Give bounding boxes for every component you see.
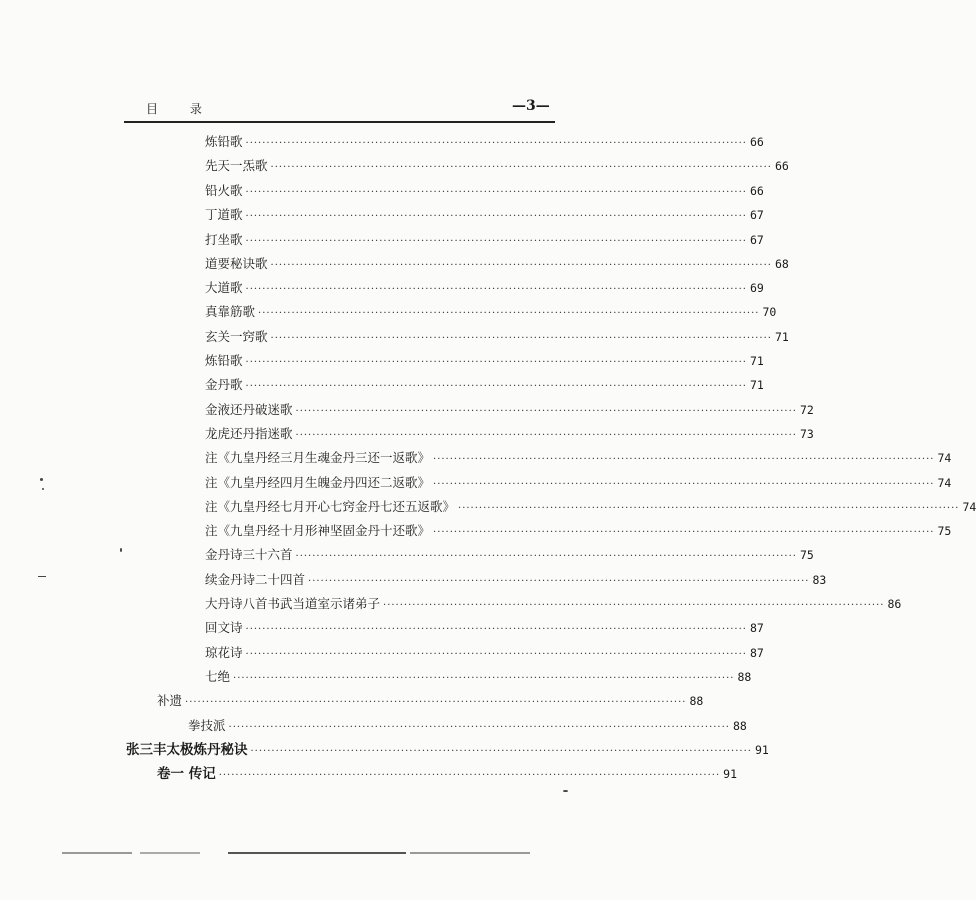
toc-entry-page-number: 75: [799, 548, 814, 562]
toc-entry: [205, 277, 764, 299]
toc-entry-title: 龙虎还丹指迷歌: [205, 426, 293, 441]
toc-entry-title: 补遗: [157, 693, 183, 708]
toc-entry-title: 续金丹诗二十四首: [205, 572, 306, 587]
dot-leader: ························································································································: [245, 381, 747, 392]
dot-leader: ························································································································: [270, 260, 772, 271]
dot-leader: ························································································································: [383, 600, 885, 611]
toc-entry: [205, 447, 952, 469]
toc-entry: [205, 520, 952, 542]
toc-entry-title: 琼花诗: [205, 645, 243, 660]
toc-entry-title: 炼铅歌: [205, 353, 243, 368]
toc-entry-page-number: 70: [762, 305, 777, 319]
dot-leader: ························································································································: [295, 551, 797, 562]
toc-entry-title: 铅火歌: [205, 183, 243, 198]
toc-entry-title: 金丹诗三十六首: [205, 547, 293, 562]
toc-entry-title: 真靠筋歌: [205, 304, 256, 319]
toc-entry: [157, 690, 704, 712]
toc-entry-title: 注《九皇丹经三月生魂金丹三还一返歌》: [205, 450, 431, 465]
toc-entry-title: 先天一炁歌: [205, 158, 268, 173]
scan-speck: [42, 488, 44, 490]
toc-entry-page-number: 66: [749, 184, 764, 198]
toc-entry: [205, 642, 764, 664]
toc-entry-page-number: 87: [749, 621, 764, 635]
toc-entry-title: 打坐歌: [205, 232, 243, 247]
toc-entry: [205, 569, 827, 591]
dot-leader: ························································································································: [458, 503, 960, 514]
scan-bottom-edge: [228, 852, 406, 854]
running-header-page-number: —3—: [512, 98, 550, 114]
toc-entry-page-number: 91: [723, 767, 738, 781]
dot-leader: ························································································································: [433, 454, 935, 465]
toc-entry-title: 张三丰太极炼丹秘诀: [126, 742, 248, 758]
dot-leader: ························································································································: [218, 770, 721, 781]
toc-entry: [205, 326, 789, 348]
toc-entry-title: 金丹歌: [205, 377, 243, 392]
toc-entry-page-number: 74: [962, 500, 976, 514]
toc-entry: [205, 204, 764, 226]
scan-speck: [563, 790, 568, 792]
toc-entry: [205, 253, 789, 275]
toc-entry-page-number: 87: [749, 646, 764, 660]
toc-entry-title: 注《九皇丹经四月生魄金丹四还二返歌》: [205, 475, 431, 490]
toc-entry: [205, 180, 764, 202]
toc-entry-page-number: 86: [887, 597, 902, 611]
toc-entry-title: 七绝: [205, 669, 231, 684]
toc-entry-page-number: 88: [732, 719, 747, 733]
dot-leader: ························································································································: [433, 479, 935, 490]
toc-entry: [205, 593, 902, 615]
toc-entry-page-number: 68: [774, 257, 789, 271]
toc-entry: [205, 423, 814, 445]
toc-entry: [205, 496, 976, 518]
toc-entry: [205, 229, 764, 251]
toc-entry: [205, 472, 952, 494]
toc-entry-title: 注《九皇丹经七月开心七窍金丹七还五返歌》: [205, 499, 456, 514]
toc-entry-page-number: 67: [749, 208, 764, 222]
dot-leader: ························································································································: [245, 236, 747, 247]
dot-leader: ························································································································: [433, 527, 935, 538]
dot-leader: ························································································································: [270, 162, 772, 173]
toc-entry-title: 玄关一窍歌: [205, 329, 268, 344]
running-header-title: 目 录: [146, 102, 216, 116]
toc-entry: [157, 763, 738, 785]
scan-speck: [120, 548, 122, 552]
toc-entry-page-number: 83: [812, 573, 827, 587]
toc-entry: [205, 617, 764, 639]
header-rule: [124, 121, 555, 123]
dot-leader: ························································································································: [295, 430, 797, 441]
dot-leader: ························································································································: [295, 406, 797, 417]
toc-entry-page-number: 66: [774, 159, 789, 173]
scan-speck: [40, 478, 43, 481]
toc-entry-page-number: 71: [749, 354, 764, 368]
scan-speck: [38, 576, 46, 577]
toc-entry-page-number: 88: [689, 694, 704, 708]
dot-leader: ························································································································: [245, 138, 747, 149]
toc-entry-title: 大道歌: [205, 280, 243, 295]
dot-leader: ························································································································: [233, 673, 735, 684]
toc-entry-title: 拳技派: [188, 718, 226, 733]
toc-entry: [205, 350, 764, 372]
toc-entry-title: 注《九皇丹经十月形神坚固金丹十还歌》: [205, 523, 431, 538]
toc-entry: [205, 666, 752, 688]
toc-entry: [126, 739, 769, 761]
toc-entry: [205, 301, 777, 323]
toc-entry: [205, 399, 814, 421]
toc-entry-page-number: 67: [749, 233, 764, 247]
toc-entry-page-number: 66: [749, 135, 764, 149]
scan-bottom-edge: [410, 852, 530, 854]
dot-leader: ························································································································: [185, 697, 687, 708]
dot-leader: ························································································································: [228, 722, 730, 733]
toc-entry-page-number: 88: [737, 670, 752, 684]
toc-entry-title: 道要秘诀歌: [205, 256, 268, 271]
toc-entry-title: 回文诗: [205, 620, 243, 635]
toc-entry-page-number: 72: [799, 403, 814, 417]
toc-entry: [205, 131, 764, 153]
toc-entry-title: 炼铅歌: [205, 134, 243, 149]
toc-entry-title: 金液还丹破迷歌: [205, 402, 293, 417]
toc-entry-page-number: 75: [937, 524, 952, 538]
dot-leader: ························································································································: [245, 211, 747, 222]
dot-leader: ························································································································: [250, 746, 752, 757]
toc-entry-page-number: 91: [754, 743, 769, 757]
dot-leader: ························································································································: [308, 576, 810, 587]
dot-leader: ························································································································: [245, 284, 747, 295]
toc-entry-title: 大丹诗八首书武当道室示诸弟子: [205, 596, 381, 611]
toc-entry-title: 卷一 传记: [157, 766, 216, 782]
toc-entry-page-number: 74: [937, 451, 952, 465]
dot-leader: ························································································································: [245, 624, 747, 635]
dot-leader: ························································································································: [245, 357, 747, 368]
toc-entry-page-number: 69: [749, 281, 764, 295]
toc-entry: [205, 544, 814, 566]
scan-bottom-edge: [62, 852, 132, 854]
toc-entry: [188, 715, 747, 737]
toc-entry: [205, 155, 789, 177]
toc-entry-page-number: 73: [799, 427, 814, 441]
toc-entry: [205, 374, 764, 396]
scan-bottom-edge: [140, 852, 200, 854]
toc-entry-title: 丁道歌: [205, 207, 243, 222]
toc-entry-page-number: 74: [937, 476, 952, 490]
toc-entry-page-number: 71: [774, 330, 789, 344]
dot-leader: ························································································································: [270, 333, 772, 344]
dot-leader: ························································································································: [245, 187, 747, 198]
toc-entry-page-number: 71: [749, 378, 764, 392]
dot-leader: ························································································································: [245, 649, 747, 660]
dot-leader: ························································································································: [258, 308, 760, 319]
